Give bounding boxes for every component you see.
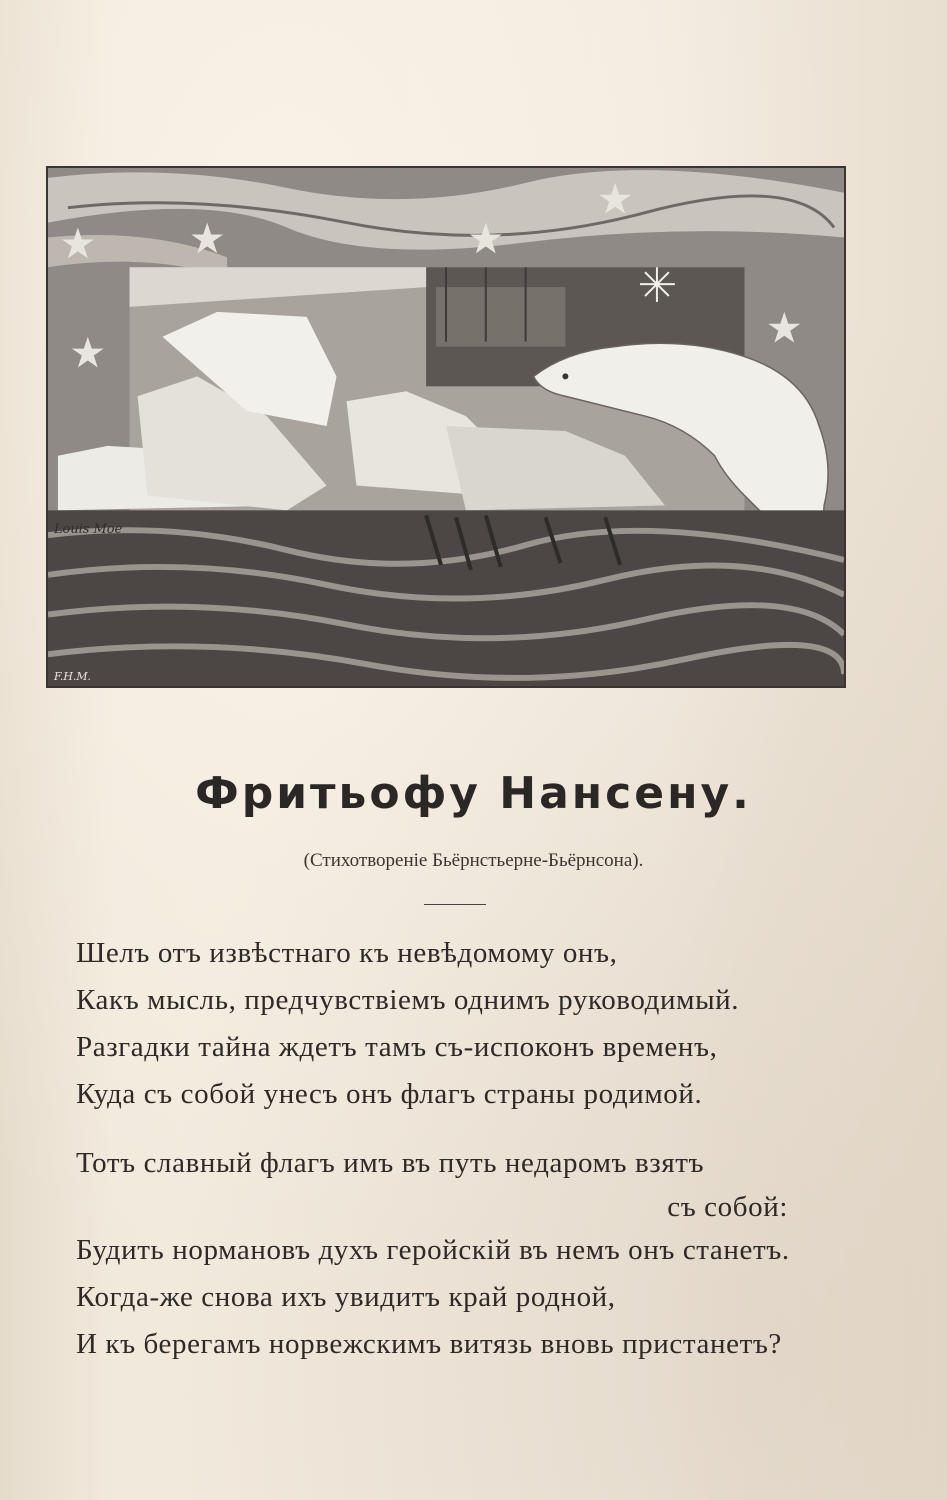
stanza-1: [76, 930, 866, 1118]
divider-rule: [424, 904, 486, 905]
poem-title: Фритьофу Нансену.: [195, 768, 752, 819]
poem-line: Тотъ славный флагъ имъ въ путь недаромъ взятъ: [76, 1147, 705, 1179]
poem-line: Когда-же снова ихъ увидитъ край родной,: [76, 1281, 616, 1313]
poem-line: Куда съ собой унесъ онъ флагъ страны родимой.: [76, 1078, 703, 1110]
engraving-image: [48, 168, 844, 686]
poem-line: Какъ мысль, предчувствіемъ однимъ руководимый.: [76, 984, 740, 1016]
poem-line: Будить нормановъ духъ геройскій въ немъ онъ станетъ.: [76, 1234, 790, 1266]
poem-line-continuation: съ собой:: [667, 1191, 788, 1223]
poem-line: Шелъ отъ извѣстнаго къ невѣдомому онъ,: [76, 937, 618, 969]
stanza-2: [76, 1140, 866, 1368]
illustration-polar-bear: [46, 166, 846, 688]
artist-signature: Louis Moe: [53, 522, 123, 538]
poem-subtitle: (Стихотвореніе Бьёрнстьерне-Бьёрнсона).: [303, 850, 644, 871]
poem-line: И къ берегамъ норвежскимъ витязь вновь пристанетъ?: [76, 1328, 782, 1360]
engraver-mark: F.H.M.: [53, 670, 92, 684]
poem-line: Разгадки тайна ждетъ тамъ съ-испоконъ временъ,: [76, 1031, 718, 1063]
